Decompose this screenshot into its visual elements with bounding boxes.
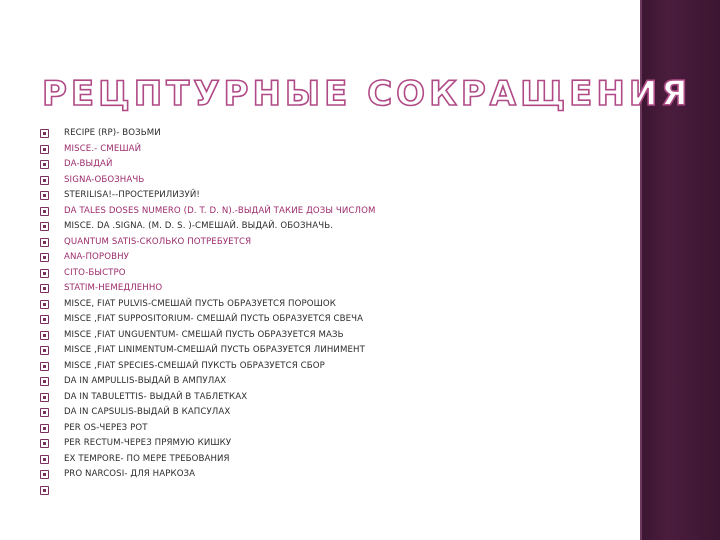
- bullet-icon: [40, 191, 49, 200]
- list-item-text: PRO NARCOSI- ДЛЯ НАРКОЗА: [64, 469, 196, 479]
- list-item: [40, 204, 375, 220]
- bullet-icon: [40, 145, 49, 154]
- bullet-icon: [40, 408, 49, 417]
- list-item-text: MISCE ,FIAT UNGUENTUM- СМЕШАЙ ПУСТЬ ОБРАЗУЕТСЯ МАЗЬ: [64, 329, 344, 340]
- list-item: [40, 374, 375, 390]
- list-item: [40, 405, 375, 421]
- bullet-icon: [40, 269, 49, 278]
- list-item: [40, 343, 375, 359]
- list-item: [40, 157, 375, 173]
- list-item-text: DA IN TABULETTIS- ВЫДАЙ В ТАБЛЕТКАХ: [64, 391, 248, 402]
- list-item-text: MISCE ,FIAT SPECIES-СМЕШАЙ ПУКСТЬ ОБРАЗУЕТСЯ СБОР: [64, 360, 325, 371]
- bullet-icon: [40, 470, 49, 479]
- list-item-text: MISCE ,FIAT SUPPOSITORIUM- СМЕШАЙ ПУСТЬ ОБРАЗУЕТСЯ СВЕЧА: [64, 314, 364, 324]
- bullet-icon: [40, 222, 49, 231]
- bullet-icon: [40, 362, 49, 371]
- list-item: [40, 173, 375, 189]
- list-item-text: DA TALES DOSES NUMERO (D. T. D. N).-ВЫДАЙ ТАКИЕ ДОЗЫ ЧИСЛОМ: [64, 205, 376, 216]
- list-item: [40, 421, 375, 437]
- bullet-icon: [40, 160, 49, 169]
- bullet-icon: [40, 331, 49, 340]
- list-item: [40, 436, 375, 452]
- list-item-text: MISCE.- СМЕШАЙ: [64, 143, 142, 154]
- bullet-icon: [40, 439, 49, 448]
- list-item-text: STERILISA!--ПРОСТЕРИЛИЗУЙ!: [64, 190, 200, 200]
- bullet-icon: [40, 238, 49, 247]
- bullet-icon: [40, 253, 49, 262]
- list-item: [40, 312, 375, 328]
- list-item-text: MISCE ,FIAT LINIMENTUM-СМЕШАЙ ПУСТЬ ОБРАЗУЕТСЯ ЛИНИМЕНТ: [64, 345, 365, 355]
- list-item-text: CITO-БЫСТРО: [64, 267, 126, 278]
- list-item-text: DA IN CAPSULIS-ВЫДАЙ В КАПСУЛАХ: [64, 407, 231, 417]
- bullet-icon: [40, 346, 49, 355]
- list-item-text: DA-ВЫДАЙ: [64, 159, 113, 169]
- list-item: [40, 142, 375, 158]
- list-item: [40, 297, 375, 313]
- list-item-text: SIGNA-ОБОЗНАЧЬ: [64, 174, 145, 185]
- list-item: [40, 219, 375, 235]
- bullet-icon: [40, 129, 49, 138]
- list-item: [40, 359, 375, 375]
- list-item: [40, 483, 375, 499]
- list-item: [40, 235, 375, 251]
- list-item-text: STATIM-НЕМЕДЛЕННО: [64, 283, 163, 293]
- list-item: [40, 188, 375, 204]
- list-item: [40, 328, 375, 344]
- list-item-text: ANA-ПОРОВНУ: [64, 252, 129, 262]
- bullet-icon: [40, 377, 49, 386]
- list-item: [40, 390, 375, 406]
- list-item-text: PER RECTUM-ЧЕРЕЗ ПРЯМУЮ КИШКУ: [64, 438, 232, 448]
- list-item: [40, 467, 375, 483]
- bullet-icon: [40, 176, 49, 185]
- slide-title: РЕЦПТУРНЫЕ СОКРАЩЕНИЯ: [42, 74, 692, 114]
- list-item-text: MISCE. DA .SIGNA. (M. D. S. )-СМЕШАЙ. ВЫДАЙ. ОБОЗНАЧЬ.: [64, 221, 334, 231]
- bullet-icon: [40, 486, 49, 495]
- bullet-icon: [40, 315, 49, 324]
- abbreviation-list: [40, 126, 375, 498]
- list-item-text: QUANTUM SATIS-СКОЛЬКО ПОТРЕБУЕТСЯ: [64, 236, 252, 247]
- bullet-icon: [40, 393, 49, 402]
- bullet-icon: [40, 455, 49, 464]
- bullet-icon: [40, 424, 49, 433]
- list-item: [40, 266, 375, 282]
- bullet-icon: [40, 207, 49, 216]
- list-item-text: MISCE, FIAT PULVIS-СМЕШАЙ ПУСТЬ ОБРАЗУЕТСЯ ПОРОШОК: [64, 298, 336, 309]
- list-item: [40, 126, 375, 142]
- list-item: [40, 250, 375, 266]
- bullet-icon: [40, 300, 49, 309]
- list-item-text: DA IN AMPULLIS-ВЫДАЙ В АМПУЛАХ: [64, 376, 227, 386]
- list-item-text: EX TEMPORE- ПО МЕРЕ ТРЕБОВАНИЯ: [64, 453, 230, 464]
- bullet-icon: [40, 284, 49, 293]
- list-item: [40, 281, 375, 297]
- list-item-text: PER OS-ЧЕРЕЗ РОТ: [64, 422, 148, 433]
- list-item-text: RECIPE (RP)- ВОЗЬМИ: [64, 128, 161, 138]
- list-item: [40, 452, 375, 468]
